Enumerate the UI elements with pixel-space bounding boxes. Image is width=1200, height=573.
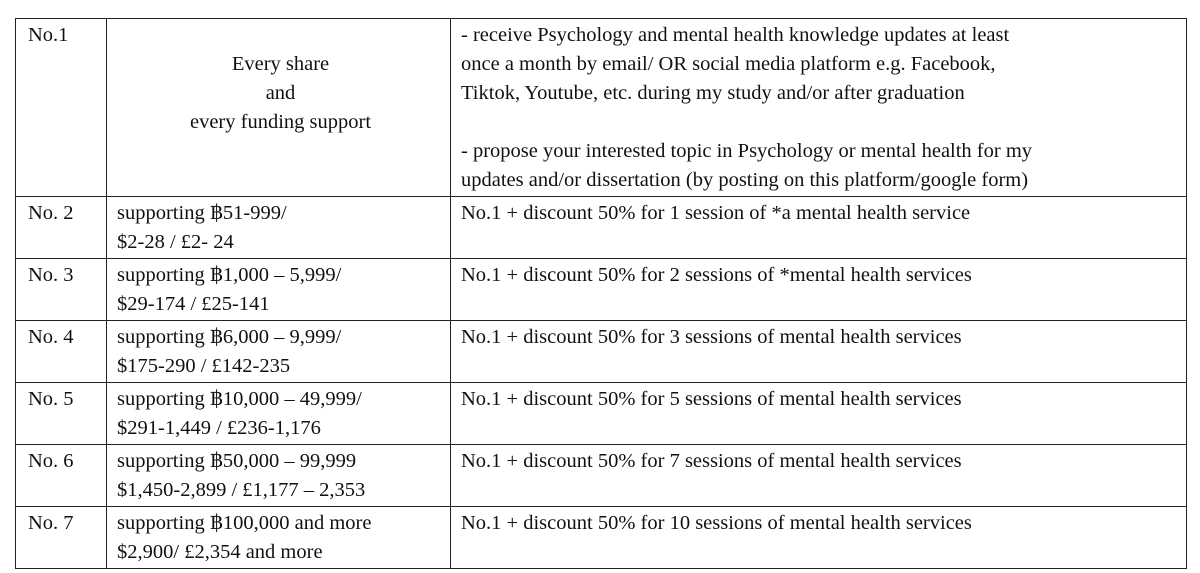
tier-benefit: No.1 + discount 50% for 2 sessions of *mental health services xyxy=(451,259,1187,321)
benefit-line: - propose your interested topic in Psychology or mental health for my xyxy=(461,140,1033,162)
tier-number: No. 6 xyxy=(16,445,107,507)
support-tiers-table xyxy=(15,18,1187,569)
support-line: Every share xyxy=(231,53,330,75)
support-line: supporting ฿51-999/ xyxy=(117,202,287,224)
tier-row-7 xyxy=(16,507,1187,569)
paragraph-gap xyxy=(461,108,1180,137)
tier-support-range xyxy=(107,197,451,259)
support-line: supporting ฿50,000 – 99,999 xyxy=(117,450,357,472)
tier-benefit xyxy=(451,19,1187,197)
tier-number: No.1 xyxy=(16,19,107,197)
tier-benefit: No.1 + discount 50% for 7 sessions of mental health services xyxy=(451,445,1187,507)
tier-row-6 xyxy=(16,445,1187,507)
tier-row-1 xyxy=(16,19,1187,197)
support-line: $29-174 / £25-141 xyxy=(117,293,270,315)
support-line: $1,450-2,899 / £1,177 – 2,353 xyxy=(117,479,366,501)
tier-row-2 xyxy=(16,197,1187,259)
support-line: every funding support xyxy=(189,111,372,133)
benefit-line: updates and/or dissertation (by posting on this platform/google form) xyxy=(461,169,1029,191)
tier-support-range xyxy=(107,383,451,445)
support-line: $291-1,449 / £236-1,176 xyxy=(117,417,321,439)
tier-number: No. 4 xyxy=(16,321,107,383)
tier-benefit: No.1 + discount 50% for 1 session of *a mental health service xyxy=(451,197,1187,259)
benefit-line: Tiktok, Youtube, etc. during my study and/or after graduation xyxy=(461,82,965,104)
tier-number: No. 5 xyxy=(16,383,107,445)
tier-support-range xyxy=(107,321,451,383)
benefit-line: once a month by email/ OR social media platform e.g. Facebook, xyxy=(461,53,996,75)
tier-support-range xyxy=(107,507,451,569)
tier-number: No. 2 xyxy=(16,197,107,259)
support-line: $175-290 / £142-235 xyxy=(117,355,291,377)
tier-benefit: No.1 + discount 50% for 10 sessions of mental health services xyxy=(451,507,1187,569)
tier-support-range xyxy=(107,19,451,197)
tier-benefit: No.1 + discount 50% for 5 sessions of mental health services xyxy=(451,383,1187,445)
support-line: $2,900/ £2,354 and more xyxy=(117,541,323,563)
tier-row-3 xyxy=(16,259,1187,321)
benefit-line: - receive Psychology and mental health knowledge updates at least xyxy=(461,24,1010,46)
tier-support-range xyxy=(107,445,451,507)
tier-number: No. 7 xyxy=(16,507,107,569)
tier-row-4 xyxy=(16,321,1187,383)
support-line: and xyxy=(265,82,296,104)
support-line: supporting ฿1,000 – 5,999/ xyxy=(117,264,342,286)
tier-support-range xyxy=(107,259,451,321)
tier-number: No. 3 xyxy=(16,259,107,321)
support-line: supporting ฿10,000 – 49,999/ xyxy=(117,388,362,410)
support-line: supporting ฿100,000 and more xyxy=(117,512,372,534)
support-line: $2-28 / £2- 24 xyxy=(117,231,234,253)
tier-benefit: No.1 + discount 50% for 3 sessions of mental health services xyxy=(451,321,1187,383)
tier-row-5 xyxy=(16,383,1187,445)
support-line: supporting ฿6,000 – 9,999/ xyxy=(117,326,342,348)
